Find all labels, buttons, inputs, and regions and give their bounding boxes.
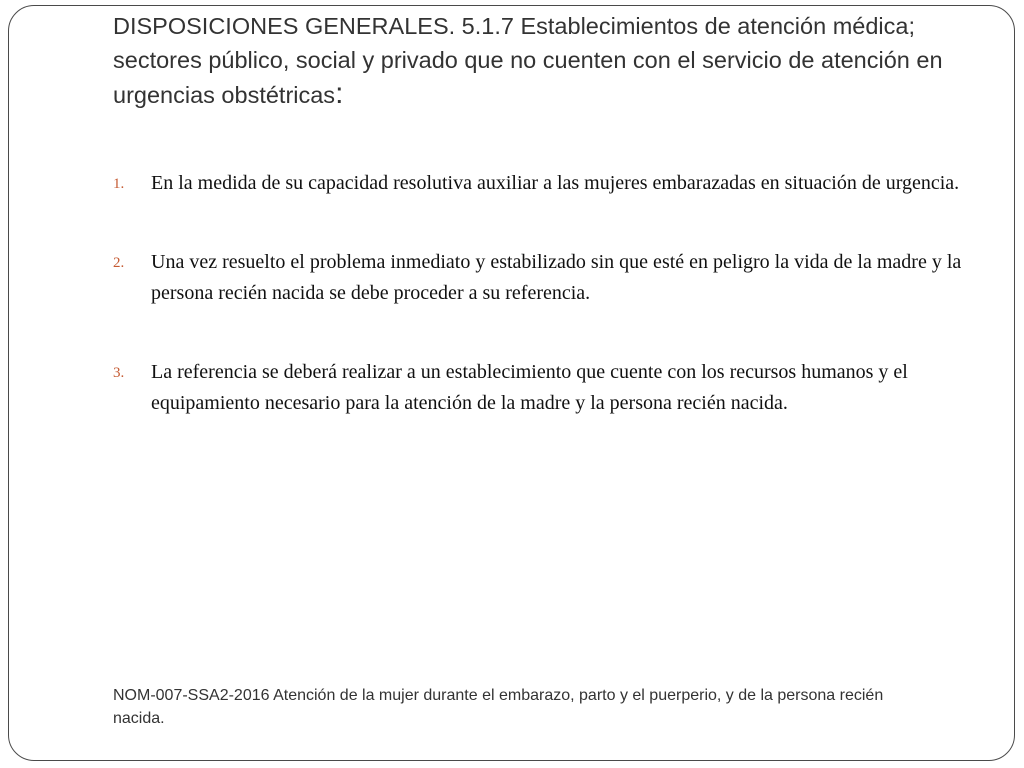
numbered-list <box>113 168 963 419</box>
list-item-text: La referencia se deberá realizar a un establecimiento que cuente con los recursos humanos y el equipamiento necesario para la atención de la madre y la persona recién nacida. <box>151 361 908 414</box>
list-item <box>113 357 963 419</box>
list-item-text: En la medida de su capacidad resolutiva auxiliar a las mujeres embarazadas en situación de urgencia. <box>151 172 960 194</box>
slide-title-colon: : <box>335 77 344 110</box>
list-item <box>113 247 963 309</box>
slide-footer: NOM-007-SSA2-2016 Atención de la mujer durante el embarazo, parto y el puerperio, y de la persona recién nacida. <box>113 687 884 727</box>
list-item <box>113 168 963 199</box>
slide-title <box>113 9 973 112</box>
list-item-number: 1. <box>113 176 125 192</box>
list-item-text: Una vez resuelto el problema inmediato y estabilizado sin que esté en peligro la vida de la madre y la persona recién nacida se debe proceder a su referencia. <box>151 251 962 304</box>
list-item-number: 2. <box>113 255 125 271</box>
list-item-number: 3. <box>113 365 125 381</box>
slide-title-text: DISPOSICIONES GENERALES. 5.1.7 Establecimientos de atención médica; sectores público, social y privado que no cuenten con el servicio de atención en urgencias obstétricas <box>113 13 943 108</box>
